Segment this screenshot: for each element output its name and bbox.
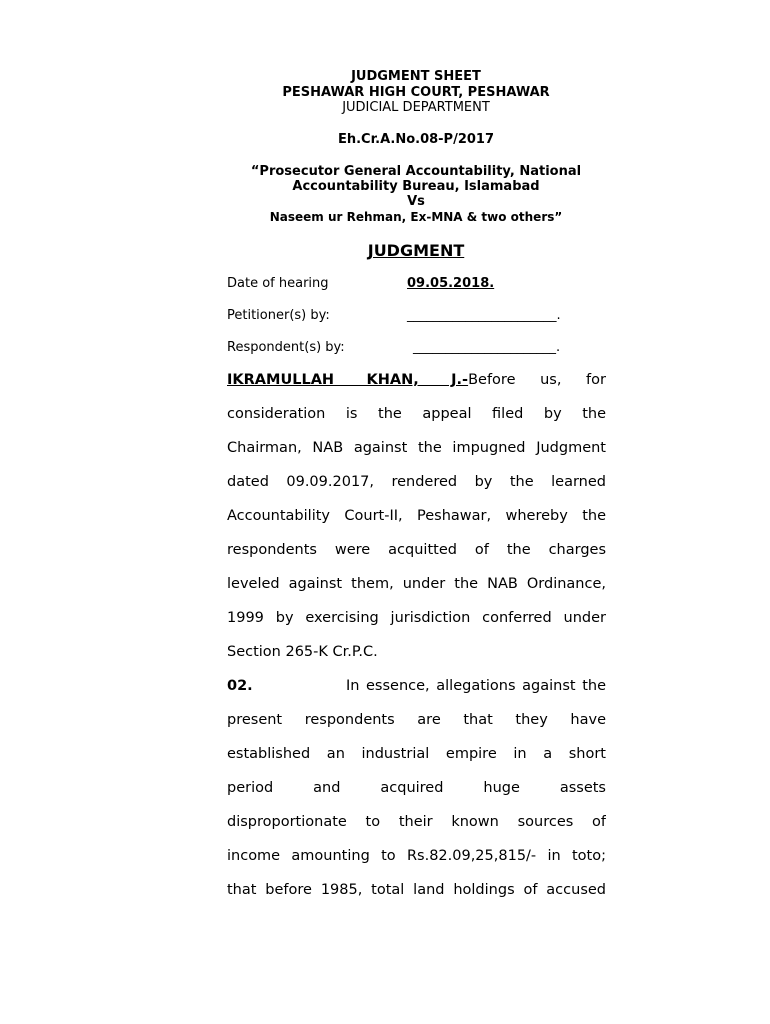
paragraph1-line: dated 09.09.2017, rendered by the learned xyxy=(227,474,606,490)
petitioner-label: Petitioner(s) by: xyxy=(227,308,330,323)
paragraph2-line: period and acquired huge assets xyxy=(227,780,606,796)
petitioner-value: _______________________. xyxy=(407,308,561,323)
paragraph2-line1-rest: In essence, allegations against the xyxy=(345,678,606,694)
judgment-title-text: JUDGMENT xyxy=(367,241,465,260)
paragraph2-line: present respondents are that they have xyxy=(227,712,606,728)
header-department: JUDICIAL DEPARTMENT xyxy=(342,100,490,115)
paragraph2-line: established an industrial empire in a short xyxy=(227,746,606,762)
paragraph2-number: 02. xyxy=(227,678,253,694)
paragraph1-line-1 xyxy=(227,371,606,389)
paragraph2-line: income amounting to Rs.82.09,25,815/- in toto; xyxy=(227,848,606,864)
parties-line-4: Naseem ur Rehman, Ex-MNA & two others” xyxy=(269,210,563,224)
parties-line-2: Accountability Bureau, Islamabad xyxy=(292,179,540,194)
case-number: Eh.Cr.A.No.08-P/2017 xyxy=(337,132,495,147)
paragraph1-line1-rest: Before us, for xyxy=(468,372,606,388)
paragraph1-line: consideration is the appeal filed by the xyxy=(227,406,606,422)
hearing-date-label: Date of hearing xyxy=(227,276,329,291)
paragraph1-line: Chairman, NAB against the impugned Judgment xyxy=(227,440,606,456)
respondent-label: Respondent(s) by: xyxy=(227,340,345,355)
judge-name: IKRAMULLAH KHAN, J.- xyxy=(227,372,469,388)
header-court-name: PESHAWAR HIGH COURT, PESHAWAR xyxy=(282,85,550,100)
hearing-date-value: 09.05.2018. xyxy=(407,276,495,291)
parties-versus: Vs xyxy=(407,194,425,209)
parties-line-1: “Prosecutor General Accountability, National xyxy=(250,164,582,179)
paragraph2-line-1 xyxy=(227,677,606,695)
paragraph1-line: leveled against them, under the NAB Ordinance, xyxy=(227,576,606,592)
paragraph1-line: Accountability Court-II, Peshawar, whereby the xyxy=(227,508,606,524)
respondent-value: ______________________. xyxy=(413,340,561,355)
paragraph2-line: disproportionate to their known sources of xyxy=(227,814,606,830)
judgment-title xyxy=(0,241,770,261)
paragraph1-line: Section 265-K Cr.P.C. xyxy=(227,644,378,660)
header-judgment-sheet: JUDGMENT SHEET xyxy=(351,69,481,84)
paragraph1-line: 1999 by exercising jurisdiction conferred under xyxy=(227,610,606,626)
paragraph2-line: that before 1985, total land holdings of accused xyxy=(227,882,606,898)
paragraph1-line: respondents were acquitted of the charges xyxy=(227,542,606,558)
